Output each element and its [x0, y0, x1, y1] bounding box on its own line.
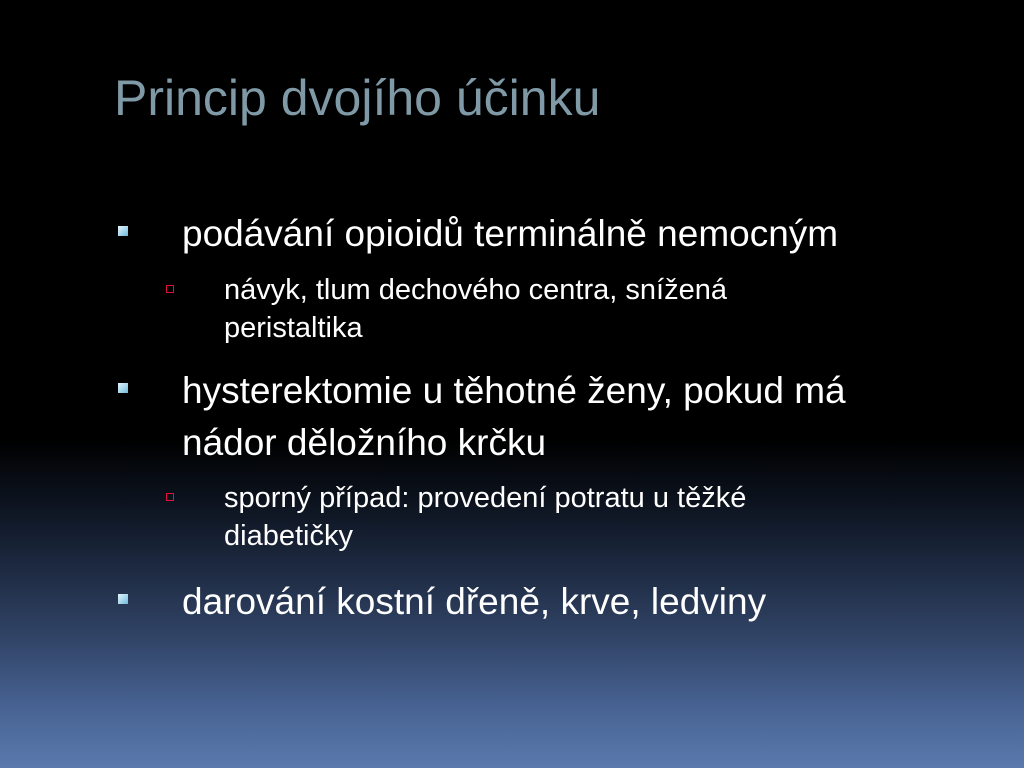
square-bullet-icon: [118, 594, 128, 604]
bullet-opioids: [118, 208, 838, 260]
sub-bullet-text-line: peristaltika: [224, 312, 363, 344]
bullet-donation: [118, 576, 766, 628]
sub-bullet-disputed-case: [166, 479, 746, 555]
bullet-text-line: podávání opioidů terminálně nemocným: [182, 213, 839, 254]
sub-bullet-side-effects: [166, 271, 727, 347]
slide-title: Princip dvojího účinku: [114, 70, 601, 126]
bullet-text-line: hysterektomie u těhotné ženy, pokud má: [182, 370, 846, 411]
bullet-text-line: nádor děložního krčku: [182, 422, 547, 463]
sub-bullet-text-line: návyk, tlum dechového centra, snížená: [224, 274, 727, 306]
sub-bullet-text-line: diabetičky: [224, 520, 353, 552]
bullet-hysterectomy: [118, 365, 846, 469]
square-bullet-icon: [118, 226, 128, 236]
square-bullet-icon: [118, 383, 128, 393]
sub-bullet-text-line: sporný případ: provedení potratu u těžké: [224, 482, 747, 514]
bullet-text-line: darování kostní dřeně, krve, ledviny: [182, 581, 767, 622]
hollow-square-bullet-icon: [166, 493, 174, 501]
hollow-square-bullet-icon: [166, 285, 174, 293]
